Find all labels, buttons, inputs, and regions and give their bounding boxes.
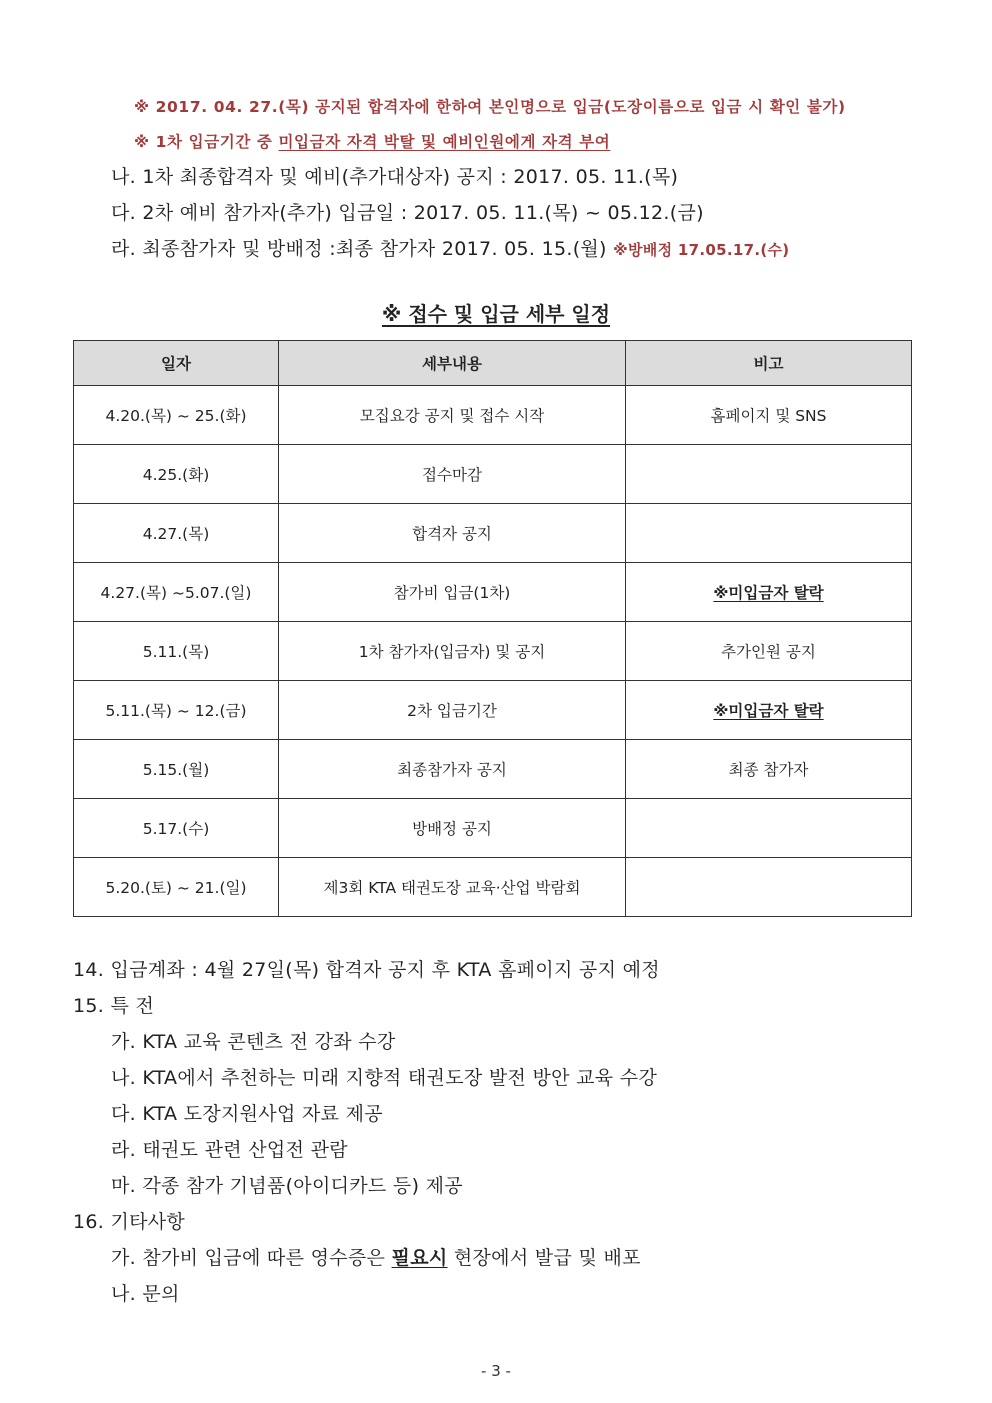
cell-content: 합격자 공지 bbox=[279, 504, 626, 563]
benefit-item: 다. KTA 도장지원사업 자료 제공 bbox=[111, 1103, 383, 1125]
cell-date: 5.11.(목) ~ 12.(금) bbox=[74, 681, 279, 740]
remark-warning: ※미입금자 탈락 bbox=[713, 702, 824, 720]
section-14-account: 14. 입금계좌 : 4월 27일(목) 합격자 공지 후 KTA 홈페이지 공지 예정 bbox=[73, 959, 660, 981]
header-remark: 비고 bbox=[626, 341, 912, 386]
cell-date: 4.27.(목) bbox=[74, 504, 279, 563]
remark-warning: ※미입금자 탈락 bbox=[713, 584, 824, 602]
cell-content: 방배정 공지 bbox=[279, 799, 626, 858]
cell-date: 5.17.(수) bbox=[74, 799, 279, 858]
benefit-item: 마. 각종 참가 기념품(아이디카드 등) 제공 bbox=[111, 1175, 463, 1197]
table-row bbox=[74, 740, 912, 799]
schedule-item-da: 다. 2차 예비 참가자(추가) 입금일 : 2017. 05. 11.(목) ~ 05.12.(금) bbox=[111, 202, 704, 224]
table-row bbox=[74, 386, 912, 445]
receipt-emphasis: 필요시 bbox=[391, 1247, 448, 1269]
cell-remark bbox=[626, 563, 912, 622]
section-16-title: 16. 기타사항 bbox=[73, 1211, 186, 1233]
cell-date: 4.25.(화) bbox=[74, 445, 279, 504]
cell-date: 5.15.(월) bbox=[74, 740, 279, 799]
table-row bbox=[74, 622, 912, 681]
forfeit-note bbox=[134, 130, 610, 152]
table-row bbox=[74, 799, 912, 858]
receipt-text-prefix: 가. 참가비 입금에 따른 영수증은 bbox=[111, 1247, 392, 1269]
header-content: 세부내용 bbox=[279, 341, 626, 386]
cell-remark bbox=[626, 504, 912, 563]
schedule-item-ra-text: 라. 최종참가자 및 방배정 :최종 참가자 2017. 05. 15.(월) bbox=[111, 238, 607, 260]
cell-remark bbox=[626, 681, 912, 740]
cell-remark bbox=[626, 799, 912, 858]
benefit-item: 라. 태권도 관련 산업전 관람 bbox=[111, 1139, 348, 1161]
cell-content: 접수마감 bbox=[279, 445, 626, 504]
cell-content: 제3회 KTA 태권도장 교육·산업 박람회 bbox=[279, 858, 626, 917]
benefit-item: 나. KTA에서 추천하는 미래 지향적 태권도장 발전 방안 교육 수강 bbox=[111, 1067, 658, 1089]
cell-remark bbox=[626, 445, 912, 504]
forfeit-note-underlined: 미입금자 자격 박탈 및 예비인원에게 자격 부여 bbox=[278, 133, 611, 151]
cell-content: 1차 참가자(입금자) 및 공지 bbox=[279, 622, 626, 681]
schedule-item-na: 나. 1차 최종합격자 및 예비(추가대상자) 공지 : 2017. 05. 11.(목) bbox=[111, 166, 679, 188]
section-15-title: 15. 특 전 bbox=[73, 995, 155, 1017]
table-row bbox=[74, 563, 912, 622]
cell-date: 4.20.(목) ~ 25.(화) bbox=[74, 386, 279, 445]
receipt-text-suffix: 현장에서 발급 및 배포 bbox=[447, 1247, 641, 1269]
table-row bbox=[74, 681, 912, 740]
table-row bbox=[74, 504, 912, 563]
cell-remark: 최종 참가자 bbox=[626, 740, 912, 799]
schedule-item-ra bbox=[111, 234, 789, 261]
header-date: 일자 bbox=[74, 341, 279, 386]
deposit-note: ※ 2017. 04. 27.(목) 공지된 합격자에 한하여 본인명으로 입금(도장이름으로 입금 시 확인 불가) bbox=[134, 98, 846, 116]
misc-item-inquiry: 나. 문의 bbox=[111, 1283, 180, 1305]
cell-content: 2차 입금기간 bbox=[279, 681, 626, 740]
schedule-table-title: ※ 접수 및 입금 세부 일정 bbox=[381, 302, 611, 326]
cell-remark: 추가인원 공지 bbox=[626, 622, 912, 681]
cell-date: 5.11.(목) bbox=[74, 622, 279, 681]
cell-content: 참가비 입금(1차) bbox=[279, 563, 626, 622]
cell-date: 4.27.(목) ~5.07.(일) bbox=[74, 563, 279, 622]
table-header-row bbox=[74, 341, 912, 386]
cell-remark: 홈페이지 및 SNS bbox=[626, 386, 912, 445]
cell-remark bbox=[626, 858, 912, 917]
forfeit-note-prefix: ※ 1차 입금기간 중 bbox=[134, 133, 279, 151]
cell-date: 5.20.(토) ~ 21.(일) bbox=[74, 858, 279, 917]
schedule-table bbox=[73, 340, 912, 917]
misc-item-receipt bbox=[111, 1243, 641, 1270]
table-row bbox=[74, 858, 912, 917]
room-assignment-note: ※방배정 17.05.17.(수) bbox=[613, 241, 790, 259]
cell-content: 최종참가자 공지 bbox=[279, 740, 626, 799]
table-row bbox=[74, 445, 912, 504]
cell-content: 모집요강 공지 및 접수 시작 bbox=[279, 386, 626, 445]
benefit-item: 가. KTA 교육 콘텐츠 전 강좌 수강 bbox=[111, 1031, 396, 1053]
page-number: - 3 - bbox=[481, 1362, 511, 1380]
